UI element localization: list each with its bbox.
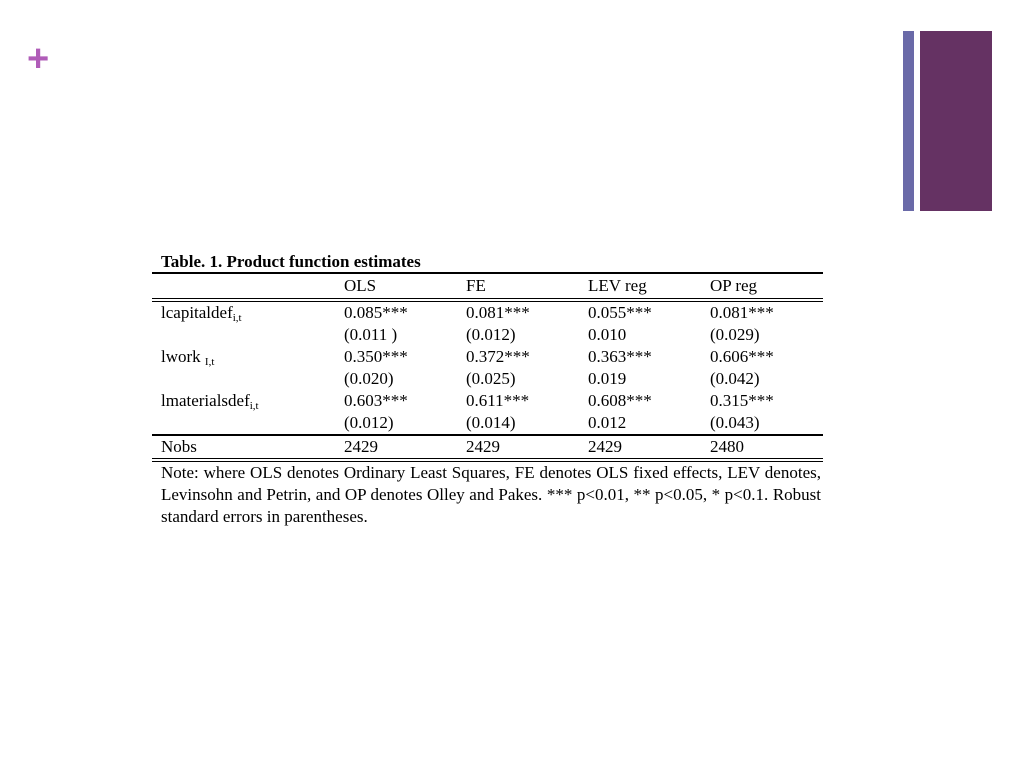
se-cell: 0.012	[588, 413, 627, 432]
table-title: Table. 1. Product function estimates	[161, 252, 421, 271]
se-cell: (0.012)	[344, 413, 394, 432]
table-row-lmaterialsdef-coef	[152, 390, 823, 412]
se-cell: (0.025)	[466, 369, 516, 388]
se-cell: (0.020)	[344, 369, 394, 388]
header-cell-ols: OLS	[344, 273, 466, 300]
se-cell: (0.029)	[710, 325, 760, 344]
coef-cell: 0.603***	[344, 391, 408, 410]
nobs-cell: 2429	[588, 435, 710, 460]
variable-label: lmaterialsdef$_{i,t}$	[161, 391, 259, 412]
coef-cell: 0.085***	[344, 303, 408, 322]
accent-bar-thin	[903, 31, 914, 211]
coef-cell: 0.055***	[588, 303, 652, 322]
table-row-lcapitaldef-coef	[152, 300, 823, 324]
regression-table-container	[152, 252, 823, 528]
table-note: Note: where OLS denotes Ordinary Least Squares, FE denotes OLS fixed effects, LEV denotes, Levinsohn and Petrin, and OP denotes Olley and Pakes. *** p<0.01, ** p<0.05, * p<0.1. Robust standard errors in parentheses.	[161, 463, 821, 526]
coef-cell: 0.363***	[588, 347, 652, 366]
se-cell: (0.014)	[466, 413, 516, 432]
coef-cell: 0.608***	[588, 391, 652, 410]
header-cell-op: OP reg	[710, 273, 823, 300]
coef-cell: 0.606***	[710, 347, 774, 366]
accent-bar-thick	[920, 31, 992, 211]
se-cell: (0.011 )	[344, 325, 398, 344]
se-cell: (0.043)	[710, 413, 760, 432]
table-row-lcapitaldef-se	[152, 324, 823, 346]
header-cell-lev: LEV reg	[588, 273, 710, 300]
se-cell: 0.019	[588, 369, 627, 388]
header-cell-empty	[152, 273, 344, 300]
coef-cell: 0.081***	[466, 303, 530, 322]
coef-cell: 0.315***	[710, 391, 774, 410]
table-header-row	[152, 273, 823, 300]
coef-cell: 0.081***	[710, 303, 774, 322]
coef-cell: 0.372***	[466, 347, 530, 366]
table-row-lwork-se	[152, 368, 823, 390]
variable-label: lwork $_{I,t}$	[161, 347, 215, 368]
nobs-cell: 2429	[466, 435, 588, 460]
header-cell-fe: FE	[466, 273, 588, 300]
plus-icon: +	[27, 38, 50, 80]
nobs-label: Nobs	[152, 435, 344, 460]
table-row-lmaterialsdef-se	[152, 412, 823, 435]
table-row-lwork-coef	[152, 346, 823, 368]
regression-table	[152, 272, 823, 462]
nobs-cell: 2480	[710, 435, 823, 460]
coef-cell: 0.611***	[466, 391, 530, 410]
table-row-nobs	[152, 435, 823, 460]
se-cell: 0.010	[588, 325, 627, 344]
coef-cell: 0.350***	[344, 347, 408, 366]
variable-label: lcapitaldef$_{i,t}$	[161, 303, 242, 324]
nobs-cell: 2429	[344, 435, 466, 460]
se-cell: (0.042)	[710, 369, 760, 388]
se-cell: (0.012)	[466, 325, 516, 344]
